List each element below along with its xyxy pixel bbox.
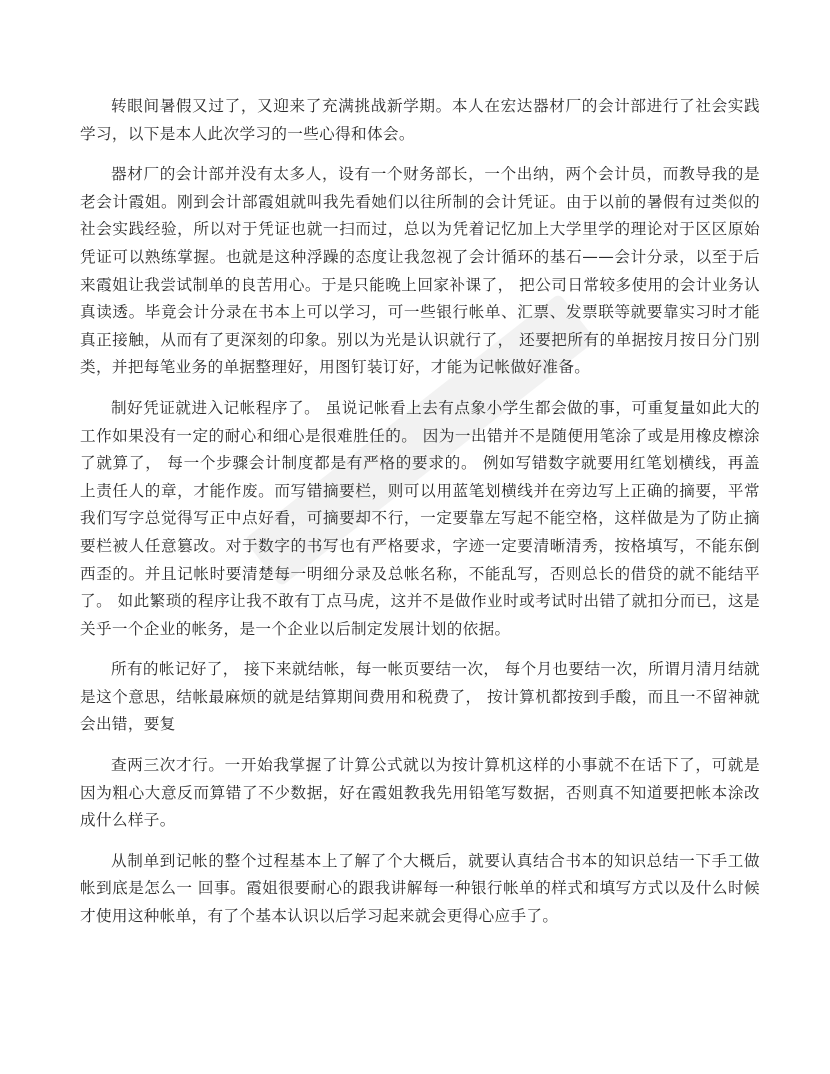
document-body: [80, 93, 760, 944]
paragraph-6: 从制单到记帐的整个过程基本上了解了个大概后，就要认真结合书本的知识总结一下手工做帐到底是怎么一 回事。霞姐很要耐心的跟我讲解每一种银行帐单的样式和填写方式以及什么时候才使用这种帐单，有了个基本认识以后学习起来就会更得心应手了。: [80, 851, 760, 926]
paragraph-4: 所有的帐记好了， 接下来就结帐，每一帐页要结一次， 每个月也要结一次，所谓月清月结就是这个意思，结帐最麻烦的就是结算期间费用和税费了， 按计算机都按到手酸，而且一不留神就会出错，要复: [80, 660, 760, 734]
paragraph-1: 转眼间暑假又过了，又迎来了充满挑战新学期。本人在宏达器材厂的会计部进行了社会实践学习，以下是本人此次学习的一些心得和体会。: [80, 97, 760, 143]
paragraph-3: 制好凭证就进入记帐程序了。 虽说记帐看上去有点象小学生都会做的事，可重复量如此大的工作如果没有一定的耐心和细心是很难胜任的。 因为一出错并不是随便用笔涂了或是用橡皮檫涂了就算了， 每一个步骤会计制度都是有严格的要求的。 例如写错数字就要用红笔划横线，再盖上责任人的章，才能作废。而写错摘要栏，则可以用蓝笔划横线并在旁边写上正确的摘要，平常我们写字总觉得写正中点好看，可摘要却不行，一定要靠左写起不能空格，这样做是为了防止摘要栏被人任意篡改。对于数字的书写也有严格要求，字迹一定要清晰清秀，按格填写，不能东倒西歪的。并且记帐时要清楚每一明细分录及总帐名称，不能乱写，否则总长的借贷的就不能结平了。 如此繁琐的程序让我不敢有丁点马虎，这并不是做作业时或考试时出错了就扣分而已，这是关乎一个企业的帐务，是一个企业以后制定发展计划的依据。: [80, 398, 760, 638]
paragraph-5: 查两三次才行。一开始我掌握了计算公式就以为按计算机这样的小事就不在话下了，可就是因为粗心大意反而算错了不少数据，好在霞姐教我先用铅笔写数据，否则真不知道要把帐本涂改成什么样子。: [80, 756, 760, 830]
paragraph-2: 器材厂的会计部并没有太多人，设有一个财务部长，一个出纳，两个会计员，而教导我的是老会计霞姐。刚到会计部霞姐就叫我先看她们以往所制的会计凭证。由于以前的暑假有过类似的社会实践经验，所以对于凭证也就一扫而过，总以为凭着记忆加上大学里学的理论对于区区原始凭证可以熟练掌握。也就是这种浮躁的态度让我忽视了会计循环的基石——会计分录，以至于后来霞姐让我尝试制单的良苦用心。于是只能晚上回家补课了， 把公司日常较多使用的会计业务认真读透。毕竟会计分录在书本上可以学习，可一些银行帐单、汇票、发票联等就要靠实习时才能真正接触，从而有了更深刻的印象。别以为光是认识就行了， 还要把所有的单据按月按日分门别类，并把每笔业务的单据整理好，用图钉装订好，才能为记帐做好准备。: [80, 165, 760, 377]
